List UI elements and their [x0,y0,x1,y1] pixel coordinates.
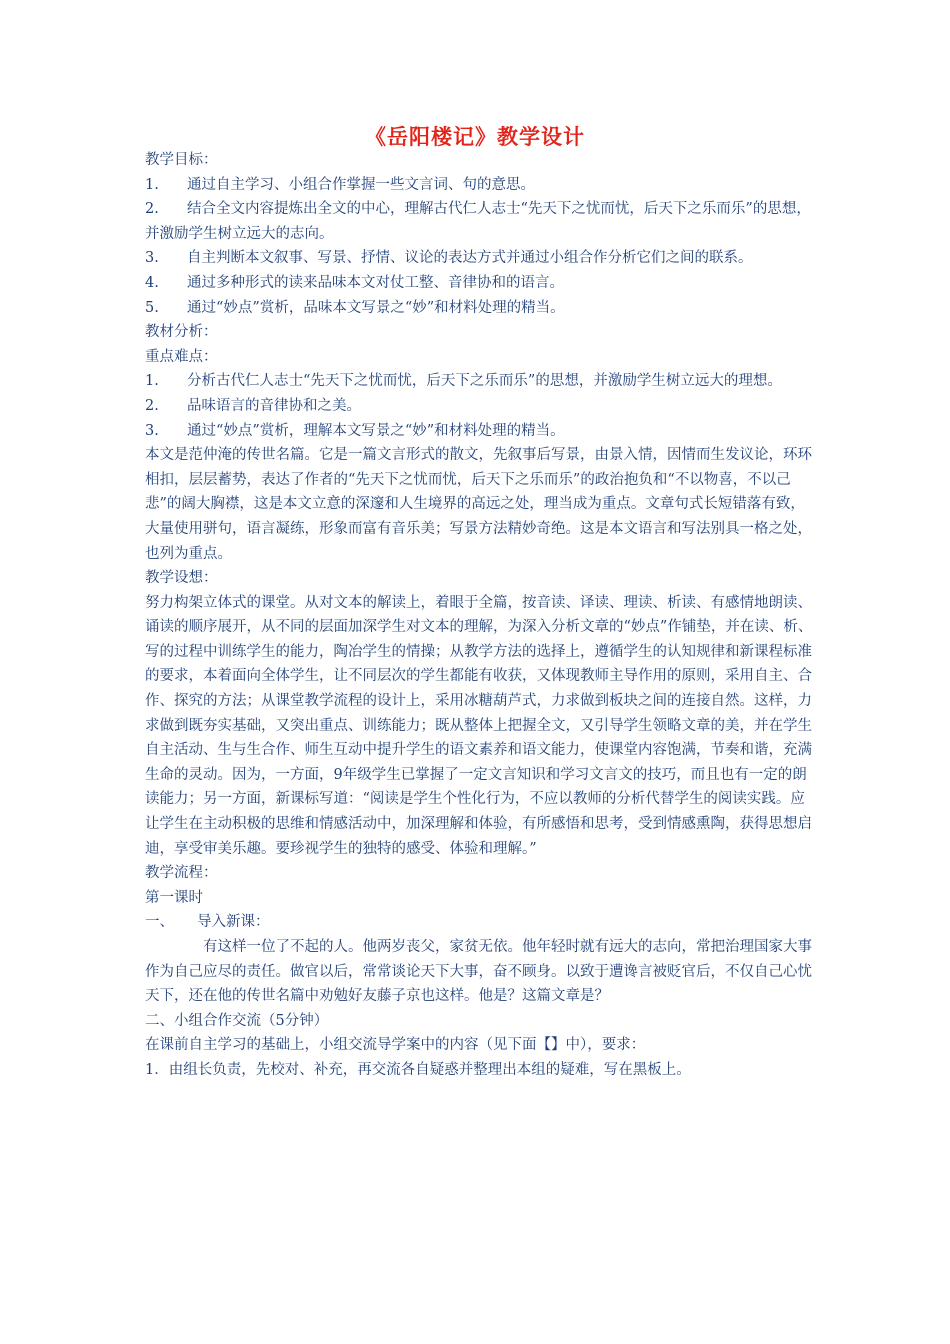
process-heading: 教学流程： [145,865,218,882]
step2-heading: 二、小组合作交流（5分钟） [145,1012,329,1029]
concept-heading: 教学设想： [145,570,218,587]
lesson-label: 第一课时 [145,889,203,906]
goal-item-1: 1. 通过自主学习、小组合作掌握一些文言词、句的意思。 [145,176,535,193]
document-body [145,148,815,1083]
step1-heading: 一、 导入新课： [145,914,270,931]
step2-intro: 在课前自主学习的基础上，小组交流导学案中的内容（见下面【】中），要求： [145,1037,646,1054]
step1-paragraph: 有这样一位了不起的人。他两岁丧父，家贫无依。他年轻时就有远大的志向，常把治理国家大事作为自己应尽的责任。做官以后，常常谈论天下大事，奋不顾身。以致于遭谗言被贬官后，不仅自己心忧天下，还在他的传世名篇中劝勉好友藤子京也这样。他是？这篇文章是？ [145,939,812,1005]
key-item-1: 1. 分析古代仁人志士“先天下之忧而忧，后天下之乐而乐”的思想，并激励学生树立远大的理想。 [145,373,782,390]
key-item-3: 3. 通过“妙点”赏析，理解本文写景之“妙”和材料处理的精当。 [145,422,565,439]
key-points-heading: 重点难点： [145,348,218,365]
goal-item-4: 4. 通过多种形式的读来品味本文对仗工整、音律协和的语言。 [145,274,564,291]
step2-requirement-1: 1．由组长负责，先校对、补充，再交流各自疑惑并整理出本组的疑难，写在黑板上。 [145,1061,691,1078]
goals-heading: 教学目标： [145,152,218,168]
goal-item-3: 3. 自主判断本文叙事、写景、抒情、议论的表达方式并通过小组合作分析它们之间的联系。 [145,250,753,267]
analysis-paragraph: 本文是范仲淹的传世名篇。它是一篇文言形式的散文，先叙事后写景，由景入情，因情而生发议论，环环相扣，层层蓄势，表达了作者的“先天下之忧而忧，后天下之乐而乐”的政治抱负和“不以物喜，不以己悲”的阔大胸襟，这是本文立意的深邃和人生境界的高远之处，理当成为重点。文章句式长短错落有致，大量使用骈句，语言凝练，形象而富有音乐美；写景方法精妙奇绝。这是本文语言和写法别具一格之处，也列为重点。 [145,447,812,562]
goal-item-5: 5. 通过“妙点”赏析，品味本文写景之“妙”和材料处理的精当。 [145,299,565,316]
key-item-2: 2. 品味语言的音律协和之美。 [145,397,361,414]
analysis-heading: 教材分析： [145,324,218,341]
concept-paragraph: 努力构架立体式的课堂。从对文本的解读上，着眼于全篇，按音读、译读、理读、析读、有感情地朗读、诵读的顺序展开，从不同的层面加深学生对文本的理解，为深入分析文章的“妙点”作铺垫，并在读、析、写的过程中训练学生的能力，陶冶学生的情操；从教学方法的选择上，遵循学生的认知规律和新课程标准的要求，本着面向全体学生，让不同层次的学生都能有收获，又体现教师主导作用的原则，采用自主、合作、探究的方法；从课堂教学流程的设计上，采用冰糖葫芦式，力求做到板块之间的连接自然。这样，力求做到既夯实基础，又突出重点、训练能力；既从整体上把握全文，又引导学生领略文章的美，并在学生自主活动、生与生合作、师生互动中提升学生的语文素养和语文能力，使课堂内容饱满，节奏和谐，充满生命的灵动。因为，一方面，9年级学生已掌握了一定文言知识和学习文言文的技巧，而且也有一定的朗读能力；另一方面，新课标写道：“阅读是学生个性化行为，不应以教师的分析代替学生的阅读实践。应让学生在主动积极的思维和情感活动中，加深理解和体验，有所感悟和思考，受到情感熏陶，获得思想启迪，享受审美乐趣。要珍视学生的独特的感受、体验和理解。” [145,594,813,857]
goal-item-2: 2. 结合全文内容提炼出全文的中心，理解古代仁人志士“先天下之忧而忧，后天下之乐而乐”的思想，并激励学生树立远大的志向。 [145,201,811,242]
document-title: 《岳阳楼记》教学设计 [365,125,585,149]
